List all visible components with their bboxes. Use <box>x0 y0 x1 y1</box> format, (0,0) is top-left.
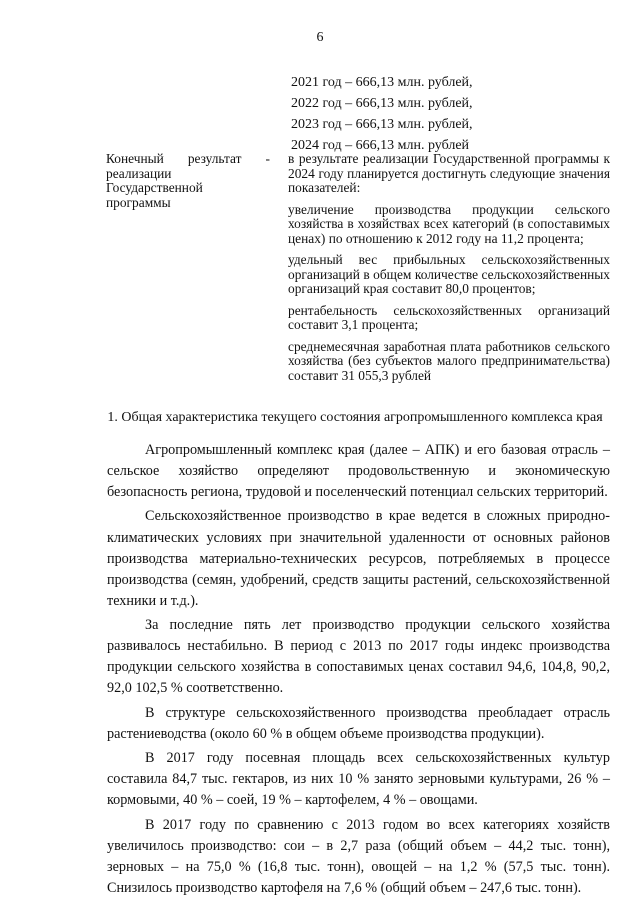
passport-item: увеличение производства продукции сельского хозяйства в хозяйствах всех категорий (в сопоставимых ценах) по отношению к 2012 году на 11,2 процента; <box>288 201 610 246</box>
budget-line: 2023 год – 666,13 млн. рублей, <box>291 117 473 132</box>
page-number: 6 <box>316 30 324 45</box>
passport-values <box>288 152 610 390</box>
passport-item: удельный вес прибыльных сельскохозяйственных организаций в общем количестве сельскохозяйственных организаций края составит 80,0 процентов; <box>288 252 610 296</box>
budget-line: 2021 год – 666,13 млн. рублей, <box>291 75 473 90</box>
paragraph: В 2017 году по сравнению с 2013 годом во всех категориях хозяйств увеличилось производство: сои – в 2,7 раза (общий объем – 44,2 тыс. тонн), зерновых – на 75,0 % (16,8 тыс. тонн), овощей – на 1,2 % (57,5 тыс. тонн). Снизилось производство картофеля на 7,6 % (общий объем – 247,6 тыс. тонн). <box>107 816 610 896</box>
budget-line: 2024 год – 666,13 млн. рублей <box>291 138 470 153</box>
section-title: 1. Общая характеристика текущего состояния агропромышленного комплекса края <box>107 410 603 425</box>
budget-list <box>291 72 473 156</box>
body-text <box>107 440 610 902</box>
budget-line: 2022 год – 666,13 млн. рублей, <box>291 96 473 111</box>
passport-item: в результате реализации Государственной программы к 2024 году планируется достигнуть следующие значения показателей: <box>288 151 610 195</box>
paragraph: Сельскохозяйственное производство в крае ведется в сложных природно-климатических условиях при значительной удаленности от основных районов производства материально-технических ресурсов, потребляемых в процессе производства (семян, удобрений, средств защиты растений, сельскохозяйственной техники и т.д.). <box>107 508 610 609</box>
passport-label: Конечный результат - реализации Государственной программы <box>106 151 270 210</box>
paragraph: За последние пять лет производство продукции сельского хозяйства развивалось нестабильно. В период с 2013 по 2017 годы индекс производства продукции сельского хозяйства в сопоставимых ценах составил 94,6, 104,8, 90,2, 92,0 102,5 % соответственно. <box>107 617 610 697</box>
paragraph: В 2017 году посевная площадь всех сельскохозяйственных культур составила 84,7 тыс. гектаров, из них 10 % занято зерновыми культурами, 26 % – кормовыми, 40 % – соей, 19 % – картофелем, 4 % – овощами. <box>107 750 610 809</box>
paragraph: Агропромышленный комплекс края (далее – АПК) и его базовая отрасль – сельское хозяйство определяют продовольственную и экономическую безопасность региона, трудовой и поселенческий потенциал сельских территорий. <box>107 442 610 501</box>
paragraph: В структуре сельскохозяйственного производства преобладает отрасль растениеводства (около 60 % в общем объеме производства продукции). <box>107 704 610 742</box>
passport-item: среднемесячная заработная плата работников сельского хозяйства (без субъектов малого предпринимательства) составит 31 055,3 рублей <box>288 338 610 383</box>
passport-item: рентабельность сельскохозяйственных организаций составит 3,1 процента; <box>288 302 610 332</box>
